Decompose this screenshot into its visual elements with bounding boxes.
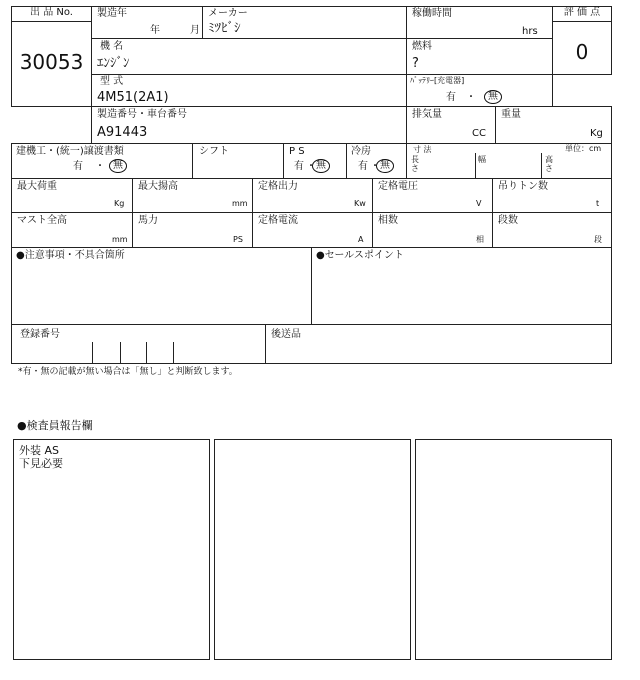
doc-yes: 有 (73, 161, 83, 172)
battery-sep: ・ (466, 92, 476, 103)
year-label: 製造年 (97, 8, 127, 19)
cooling-sep: ・ (370, 161, 380, 172)
year-unit: 年 (150, 25, 160, 36)
battery-label: ﾊﾞｯﾃﾘｰ[充電器] (410, 76, 465, 85)
doc-sep: ・ (95, 161, 105, 172)
weight-unit: Kg (590, 128, 603, 139)
phase-label: 相数 (378, 215, 398, 226)
dims-label: 寸 法 (413, 145, 432, 154)
rated-voltage-unit: V (476, 199, 482, 208)
weight-label: 重量 (501, 109, 521, 120)
horsepower-label: 馬力 (138, 215, 158, 226)
rated-voltage-label: 定格電圧 (378, 181, 418, 192)
maker-label: メーカー (208, 8, 248, 19)
hoist-label: 吊りトン数 (498, 181, 548, 192)
ps-no: 無 (312, 159, 330, 173)
height-label: 高 さ (545, 155, 553, 173)
horsepower-unit: PS (233, 235, 243, 244)
rated-current-label: 定格電流 (258, 215, 298, 226)
rated-output-label: 定格出力 (258, 181, 298, 192)
inspector-box-1-text: 外装 AS 下見必要 (19, 444, 63, 470)
caution-label: ●注意事項・不具合箇所 (16, 250, 125, 261)
max-load-unit: Kg (114, 199, 125, 208)
inspector-title: ●検査員報告欄 (17, 419, 93, 432)
max-lift-label: 最大揚高 (138, 181, 178, 192)
cooling-no: 無 (376, 159, 394, 173)
inspector-box-1[interactable] (13, 439, 210, 660)
battery-yes: 有 (446, 92, 456, 103)
battery-no: 無 (484, 90, 502, 104)
lot-number: 30053 (19, 50, 84, 74)
rating-label: 評 価 点 (563, 7, 601, 18)
rated-output-unit: Kw (354, 199, 366, 208)
doc-label: 建機工・(統一)譲渡書類 (16, 146, 124, 157)
displacement-label: 排気量 (412, 109, 442, 120)
shift-label: シフト (199, 146, 229, 157)
inspector-box-2[interactable] (214, 439, 411, 660)
hours-label: 稼働時間 (412, 8, 452, 19)
unit-label: 単位：cm (565, 144, 602, 153)
sales-label: ●セールスポイント (316, 250, 404, 261)
steps-label: 段数 (498, 215, 518, 226)
mast-unit: mm (112, 235, 128, 244)
model-name-label: 機 名 (100, 41, 124, 52)
ps-yes: 有 (294, 161, 304, 172)
cooling-label: 冷房 (351, 146, 371, 157)
ps-label: P S (289, 146, 305, 157)
type: 4M51(2A1) (97, 90, 169, 105)
steps-unit: 段 (594, 235, 602, 244)
reg-label: 登録番号 (20, 329, 60, 340)
lot-number-label: 出 品 No. (30, 7, 73, 18)
serial-label: 製造番号・車台番号 (97, 109, 187, 120)
model-name: ｴﾝｼﾞﾝ (97, 56, 130, 71)
displacement-unit: CC (472, 128, 486, 139)
hours-unit: hrs (522, 26, 538, 37)
width-label: 幅 (478, 155, 486, 164)
month-unit: 月 (190, 25, 200, 36)
type-label: 型 式 (100, 76, 124, 87)
hoist-unit: t (596, 199, 600, 208)
inspector-box-3[interactable] (415, 439, 612, 660)
mast-label: マスト全高 (17, 215, 67, 226)
max-load-label: 最大荷重 (17, 181, 57, 192)
doc-no: 無 (109, 159, 127, 173)
serial: A91443 (97, 125, 148, 140)
footnote: *有・無の記載が無い場合は「無し」と判断致します。 (18, 367, 238, 377)
rated-current-unit: A (358, 235, 364, 244)
rear-label: 後送品 (271, 329, 301, 340)
maker: ﾐﾂﾋﾞｼ (208, 21, 241, 36)
fuel: ? (412, 56, 419, 71)
max-lift-unit: mm (232, 199, 248, 208)
fuel-label: 燃料 (412, 41, 432, 52)
length-label: 長 さ (411, 155, 419, 173)
cooling-yes: 有 (358, 161, 368, 172)
phase-unit: 相 (476, 235, 484, 244)
rating: 0 (575, 40, 589, 64)
ps-sep: ・ (306, 161, 316, 172)
